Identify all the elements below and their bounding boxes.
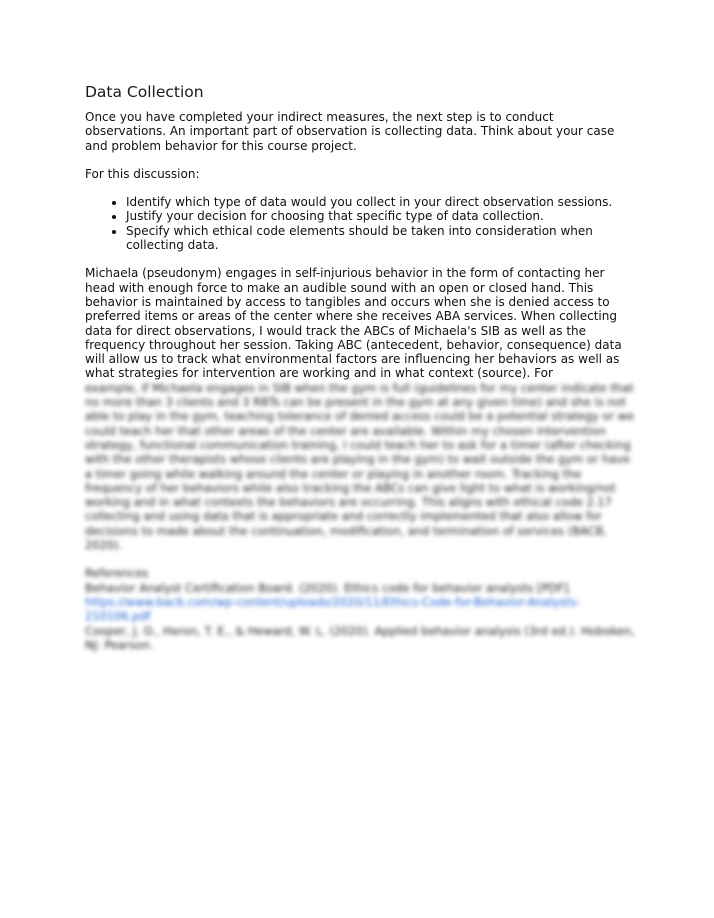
document-title: Data Collection — [85, 83, 204, 101]
references-heading: References — [85, 566, 149, 581]
document-content — [85, 82, 635, 652]
bullet-item: • Specify which ethical code elements should be taken into consideration when collecting data. — [126, 224, 635, 253]
response-paragraph-blurred: example, if Michaela engages in SIB when the gym is full (guidelines for my center indicate that no more than 3 clients and 3 RBTs can be present in the gym at any given time) and she is not able to play in the gym, teaching tolerance of denied access could be a potential strategy or we could teach her that other areas of the center are available. Within my chosen intervention strategy, functional communication training, I could teach her to ask for a timer (after checking with the other therapists whose clients are playing in the gym) to wait outside the gym or have a timer going while walking around the center or playing in another room. Tracking the frequency of her behaviors while also tracking the ABCs can give light to what is working/not working and in what contexts the behaviors are occurring. This aligns with ethical code 2.17 collecting and using data that is appropriate and correctly implemented that also allow for decisions to made about the continuation, modification, and termination of services (BACB, 2020). — [85, 380, 635, 553]
reference-item: Cooper, J. O., Heron, T. E., & Heward, W. L. (2020). Applied behavior analysis (3rd ed.). Hoboken, NJ: Pearson. — [85, 623, 635, 652]
bullet-item: • Justify your decision for choosing that specific type of data collection. — [126, 209, 635, 223]
reference-link[interactable]: https://www.bacb.com/wp-content/uploads/2020/11/Ethics-Code-for-Behavior-Analysts-210106.pdf — [85, 594, 580, 624]
response-paragraph-visible: Michaela (pseudonym) engages in self-injurious behavior in the form of contacting her head with enough force to make an audible sound with an open or closed hand. This behavior is maintained by access to tangibles and occurs when she is denied access to preferred items or areas of the center where she receives ABA services. When collecting data for direct observations, I would track the ABCs of Michaela's SIB as well as the frequency throughout her session. Taking ABC (antecedent, behavior, consequence) data will allow us to track what environmental factors are influencing her behaviors as well as what strategies for intervention are working and in what context (source). For — [85, 266, 622, 381]
references-section — [85, 566, 635, 652]
intro-paragraph: Once you have completed your indirect measures, the next step is to conduct observations. An important part of observation is collecting data. Think about your case and problem behavior for this course project. — [85, 110, 615, 153]
discussion-lead: For this discussion: — [85, 166, 200, 181]
discussion-bullet-list — [85, 195, 635, 252]
bullet-item: • Identify which type of data would you collect in your direct observation sessions. — [126, 195, 635, 209]
reference-text: Behavior Analyst Certification Board. (2020). Ethics code for behavior analysts [PDF]. — [85, 580, 572, 595]
reference-item — [85, 581, 635, 624]
blurred-content — [85, 381, 635, 652]
